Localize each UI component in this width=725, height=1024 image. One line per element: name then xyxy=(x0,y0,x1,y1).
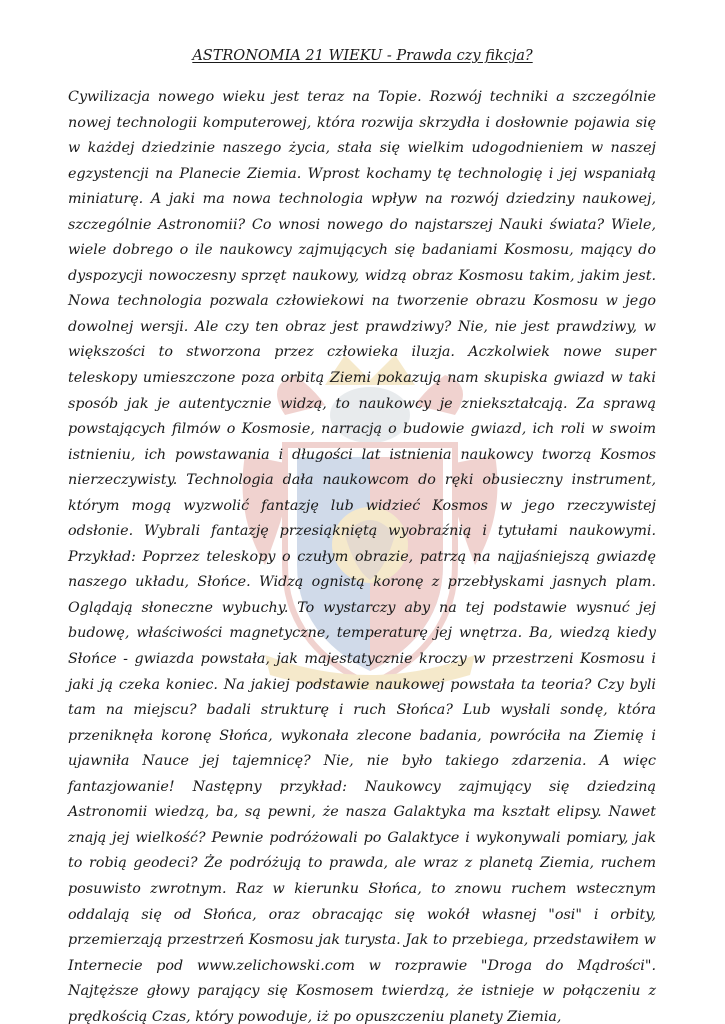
document-title: ASTRONOMIA 21 WIEKU - Prawda czy fikcja? xyxy=(192,48,533,64)
document-body-text: Cywilizacja nowego wieku jest teraz na Topie. Rozwój techniki a szczególnie nowej technologii komputerowej, która rozwija skrzydła i dosłownie pojawia się w każdej dziedzinie naszego życia, stała się wielkim udogodnieniem w naszej egzystencji na Planecie Ziemia. Wprost kochamy tę technologię i jej wspaniałą miniaturę. A jaki ma nowa technologia wpływ na rozwój dziedziny naukowej, szczególnie Astronomii? Co wnosi nowego do najstarszej Nauki świata? Wiele, wiele dobrego o ile naukowcy zajmujących się badaniami Kosmosu, mający do dyspozycji nowoczesny sprzęt naukowy, widzą obraz Kosmosu takim, jakim jest. Nowa technologia pozwala człowiekowi na tworzenie obrazu Kosmosu w jego dowolnej wersji. Ale czy ten obraz jest prawdziwy? Nie, nie jest prawdziwy, w większości to stworzona przez człowieka iluzja. Aczkolwiek nowe super teleskopy umieszczone poza orbitą Ziemi pokazują nam skupiska gwiazd w taki sposób jak je autentycznie widzą, to naukowcy je zniekształcają. Za sprawą powstających filmów o Kosmosie, narracją o budowie gwiazd, ich roli w swoim istnieniu, ich powstawania i długości lat istnienia naukowcy tworzą Kosmos nierzeczywisty. Technologia dała naukowcom do ręki obusieczny instrument, którym mogą wyzwolić fantazję lub widzieć Kosmos w jego rzeczywistej odsłonie. Wybrali fantazję przesiąkniętą wyobraźnią i tytułami naukowymi. Przykład: Poprzez teleskopy o czułym obrazie, patrzą na najjaśniejszą gwiazdę naszego układu, Słońce. Widzą ognistą koronę z przebłyskami jasnych plam. Oglądają słoneczne wybuchy. To wystarczy aby na tej podstawie wysnuć jej budowę, właściwości magnetyczne, temperaturę jej wnętrza. Ba, wiedzą kiedy Słońce - gwiazda powstała, jak majestatycznie kroczy w przestrzeni Kosmosu i jaki ją czeka koniec. Na jakiej podstawie naukowej powstała ta teoria? Czy byli tam na miejscu? badali strukturę i ruch Słońca? Lub wysłali sondę, która przeniknęła koronę Słońca, wykonała zlecone badania, powróciła na Ziemię i ujawniła Nauce jej tajemnicę? Nie, nie było takiego zdarzenia. A więc fantazjowanie! Następny przykład: Naukowcy zajmujący się dziedziną Astronomii wiedzą, ba, są pewni, że nasza Galaktyka ma kształt elipsy. Nawet znają jej wielkość? Pewnie podróżowali po Galaktyce i wykonywali pomiary, jak to robią geodeci? Że podróżują to prawda, ale wraz z planetą Ziemia, ruchem posuwisto zwrotnym. Raz w kierunku Słońca, to znowu ruchem wstecznym oddalają się od Słońca, oraz obracając się wokół własnej "osi" i orbity, przemierzają przestrzeń Kosmosu jak turysta. Jak to przebiega, przedstawiłem w Internecie pod www.zelichowski.com w rozprawie "Droga do Mądrości". Najtęższe głowy parający się Kosmosem twierdzą, że istnieje w połączeniu z prędkością Czas, który powoduje, iż po opuszczeniu planety Ziemia, xyxy=(68,89,656,1024)
